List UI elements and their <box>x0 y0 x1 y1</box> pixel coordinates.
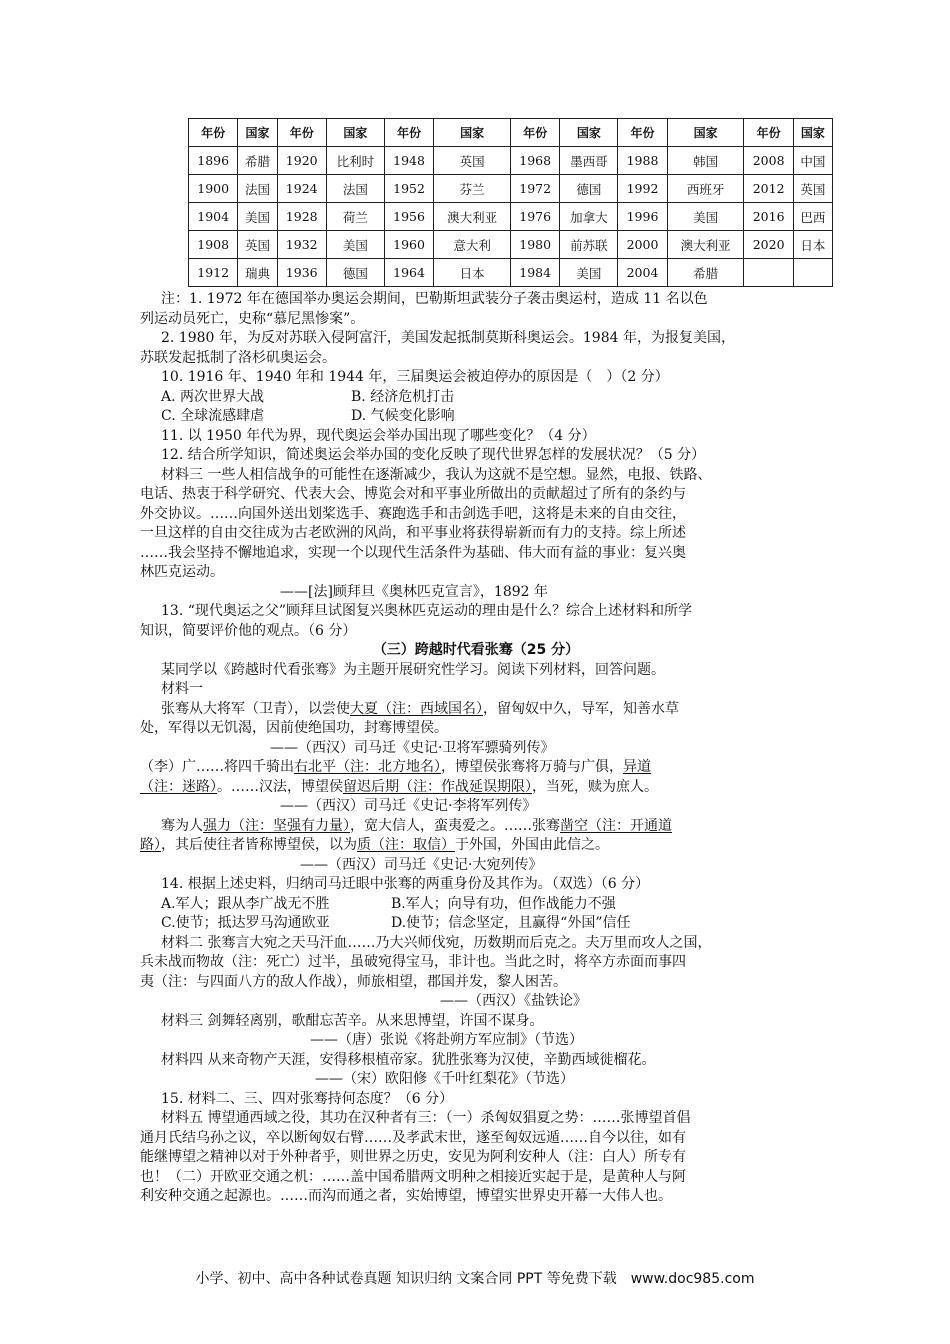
table-header: 年份 <box>384 119 433 147</box>
year-cell: 1920 <box>277 147 326 175</box>
material-1-source-2: ——（西汉）司马迁《史记·李将军列传》 <box>280 798 537 814</box>
table-header: 国家 <box>434 119 511 147</box>
text-run: ，宽大信人，蛮夷爱之。……张骞 <box>350 817 560 834</box>
question-11: 11. 以 1950 年代为界，现代奥运会举办国出现了哪些变化？（4 分） <box>161 427 596 444</box>
annotated-term: （注：迷路） <box>140 778 217 795</box>
country-cell <box>793 259 832 287</box>
material-4-line-1: 材料四 从来奇物产天涯，安得移根植帝家。犹胜张骞为汉使，辛勤西域徙榴花。 <box>161 1051 656 1068</box>
country-cell: 英国 <box>793 175 832 203</box>
annotated-term: 右北平（注：北方地名） <box>294 759 441 775</box>
year-cell: 1960 <box>384 231 433 259</box>
question-12: 12. 结合所学知识，简述奥运会举办国的变化反映了现代世界怎样的发展状况？（5 分） <box>161 447 706 463</box>
note-2-line-1: 2. 1980 年，为反对苏联入侵阿富汗，美国发起抵制莫斯科奥运会。1984 年，为报复美国， <box>161 330 735 346</box>
page-footer: 小学、初中、高中各种试卷真题 知识归纳 文案合同 PPT 等免费下载 www.doc985.com <box>195 1271 755 1287</box>
year-cell: 1980 <box>510 231 559 259</box>
question-14-options-row-2 <box>140 914 812 934</box>
table-header-row <box>189 119 833 147</box>
table-row <box>189 231 833 259</box>
table-header: 国家 <box>238 119 277 147</box>
year-cell: 1972 <box>510 175 559 203</box>
country-cell: 美国 <box>667 203 744 231</box>
country-cell: 日本 <box>434 259 511 287</box>
material-1-label: 材料一 <box>161 681 203 697</box>
year-cell: 1968 <box>510 147 559 175</box>
section-3-intro: 某同学以《跨越时代看张骞》为主题开展研究性学习。阅读下列材料，回答问题。 <box>161 661 665 678</box>
annotated-term: 凿空（注：开通道 <box>560 817 672 834</box>
year-cell: 1992 <box>618 175 667 203</box>
option-c: C. 全球流感肆虐 <box>161 408 265 424</box>
material-2-source: ——（西汉）《盐铁论》 <box>440 993 587 1009</box>
material-1-para-1-line-2: 处，军得以无饥渴，因前使绝国功，封骞博望侯。 <box>140 720 448 736</box>
country-cell: 美国 <box>560 259 618 287</box>
country-cell: 希腊 <box>667 259 744 287</box>
table-body <box>189 147 833 287</box>
country-cell: 瑞典 <box>238 259 277 287</box>
text-run: 骞为人 <box>161 817 203 834</box>
text-run: ，当死，赎为庶人。 <box>532 778 658 795</box>
material-3-source: ——[法]顾拜旦《奥林匹克宣言》，1892 年 <box>280 583 549 600</box>
country-cell: 芬兰 <box>434 175 511 203</box>
country-cell: 英国 <box>434 147 511 175</box>
table-header: 年份 <box>189 119 238 147</box>
material-1-source-3: ——（西汉）司马迁《史记·大宛列传》 <box>300 856 543 873</box>
country-cell: 法国 <box>238 175 277 203</box>
material-5-line-1: 材料五 博望通西域之役，其功在汉种者有三：（一）杀匈奴猖夏之势：……张博望首倡 <box>161 1110 691 1126</box>
table-row <box>189 147 833 175</box>
country-cell: 美国 <box>326 231 384 259</box>
table-header: 国家 <box>326 119 384 147</box>
year-cell: 1904 <box>189 203 238 231</box>
year-cell: 1952 <box>384 175 433 203</box>
country-cell: 韩国 <box>667 147 744 175</box>
text-run: 张骞从大将军（卫青），以尝使 <box>161 700 350 717</box>
question-14-options-row-1 <box>140 895 812 915</box>
country-cell: 意大利 <box>434 231 511 259</box>
year-cell: 1964 <box>384 259 433 287</box>
material-3-line-3: 外交协议。……向国外送出划桨选手、赛跑选手和击剑选手吧，这将是未来的自由交往， <box>140 505 686 522</box>
note-1-line-2: 列运动员死亡，史称“慕尼黑惨案”。 <box>140 310 365 327</box>
material-3-line-2: 电话、热衷于科学研究、代表大会、博览会对和平事业所做出的贡献超过了所有的条约与 <box>140 486 686 502</box>
country-cell: 前苏联 <box>560 231 618 259</box>
year-cell: 1908 <box>189 231 238 259</box>
material-1-source-1: ——（西汉）司马迁《史记·卫将军骠骑列传》 <box>270 739 555 756</box>
table-header: 国家 <box>560 119 618 147</box>
year-cell: 1900 <box>189 175 238 203</box>
material-1-para-3-line-2 <box>140 836 812 856</box>
text-run: 于外国，外国由此信之。 <box>455 837 609 853</box>
question-15: 15. 材料二、三、四对张骞持何态度？（6 分） <box>161 1090 454 1107</box>
table-header: 年份 <box>744 119 793 147</box>
question-13-line-1: 13. “现代奥运之父”顾拜旦试图复兴奥林匹克运动的理由是什么？综合上述材料和所学 <box>161 603 693 619</box>
country-cell: 加拿大 <box>560 203 618 231</box>
material-1-para-1-line-1 <box>140 700 812 720</box>
country-cell: 希腊 <box>238 147 277 175</box>
text-run: ，留匈奴中久，导军，知善水草 <box>483 700 679 717</box>
material-2-line-3: 夷（注：与四面八方的敌人作战），师旅相望，郡国并发，黎人困苦。 <box>140 973 567 990</box>
country-cell: 德国 <box>326 259 384 287</box>
country-cell: 澳大利亚 <box>434 203 511 231</box>
country-cell: 日本 <box>793 231 832 259</box>
year-cell: 2000 <box>618 231 667 259</box>
year-cell: 1928 <box>277 203 326 231</box>
material-3b-source: ——（唐）张说《将赴朔方军应制》（节选） <box>310 1032 583 1048</box>
country-cell: 荷兰 <box>326 203 384 231</box>
annotated-term: 异道 <box>623 759 651 775</box>
year-cell: 1984 <box>510 259 559 287</box>
option-b: B. 经济危机打击 <box>351 388 455 405</box>
material-5-line-5: 利安种交通之起源也。……而沟而通之者，实始博望，博望实世界史开幕一大伟人也。 <box>140 1188 672 1204</box>
material-3-line-5: ……我会坚持不懈地追求，实现一个以现代生活条件为基础、伟大而有益的事业：复兴奥 <box>140 544 686 561</box>
country-cell: 西班牙 <box>667 175 744 203</box>
text-run: 。……汉法，博望侯 <box>217 778 343 795</box>
question-14-stem: 14. 根据上述史料，归纳司马迁眼中张骞的两重身份及其作为。（双选）（6 分） <box>161 876 650 892</box>
year-cell: 1956 <box>384 203 433 231</box>
year-cell: 2008 <box>744 147 793 175</box>
material-3-line-4: 一旦这样的自由交往成为古老欧洲的风尚，和平事业将获得崭新而有力的支持。综上所述 <box>140 525 686 541</box>
year-cell: 2004 <box>618 259 667 287</box>
year-cell: 1936 <box>277 259 326 287</box>
material-4-source: ——（宋）欧阳修《千叶红梨花》（节选） <box>315 1071 574 1087</box>
question-10-stem: 10. 1916 年、1940 年和 1944 年，三届奥运会被迫停办的原因是（ ）（2 分） <box>161 369 669 385</box>
table-header: 国家 <box>793 119 832 147</box>
country-cell: 澳大利亚 <box>667 231 744 259</box>
table-header: 年份 <box>510 119 559 147</box>
table-header: 国家 <box>667 119 744 147</box>
country-cell: 中国 <box>793 147 832 175</box>
country-cell: 比利时 <box>326 147 384 175</box>
year-cell: 1912 <box>189 259 238 287</box>
year-cell: 2012 <box>744 175 793 203</box>
option-d: D.使节；信念坚定，且赢得“外国”信任 <box>391 915 631 931</box>
year-cell: 1988 <box>618 147 667 175</box>
material-5-line-2: 通月氏结乌孙之议，卒以断匈奴右臂……及孝武末世，遂至匈奴远遁……自今以往，如有 <box>140 1129 686 1146</box>
material-3b-line-1: 材料三 剑舞轻离别，歌酣忘苦辛。从来思博望，许国不谋身。 <box>161 1012 544 1029</box>
material-3-line-6: 林匹克运动。 <box>140 564 224 580</box>
country-cell: 法国 <box>326 175 384 203</box>
note-2-line-2: 苏联发起抵制了洛杉矶奥运会。 <box>140 349 336 366</box>
text-run: ，其后使往者皆称博望侯，以为 <box>161 837 357 853</box>
section-3-title: （三）跨越时代看张骞（25 分） <box>372 642 580 658</box>
year-cell: 1996 <box>618 203 667 231</box>
question-13-line-2: 知识，简要评价他的观点。（6 分） <box>140 622 357 639</box>
country-cell: 巴西 <box>793 203 832 231</box>
olympic-host-table <box>188 118 833 287</box>
country-cell: 墨西哥 <box>560 147 618 175</box>
table-header: 年份 <box>277 119 326 147</box>
year-cell: 1976 <box>510 203 559 231</box>
question-10-options-row-1 <box>140 388 812 408</box>
year-cell: 1896 <box>189 147 238 175</box>
exam-content <box>140 290 812 1207</box>
option-d: D. 气候变化影响 <box>351 408 455 424</box>
year-cell: 1932 <box>277 231 326 259</box>
option-a: A.军人；跟从李广战无不胜 <box>161 895 330 912</box>
option-c: C.使节；抵达罗马沟通欧亚 <box>161 915 330 931</box>
table-row <box>189 175 833 203</box>
year-cell: 2016 <box>744 203 793 231</box>
year-cell <box>744 259 793 287</box>
year-cell: 1948 <box>384 147 433 175</box>
text-run: ，博望侯张骞将万骑与广俱， <box>441 759 623 775</box>
material-1-para-3-line-1 <box>140 817 812 837</box>
option-a: A. 两次世界大战 <box>161 388 265 405</box>
table-row <box>189 259 833 287</box>
country-cell: 英国 <box>238 231 277 259</box>
question-10-options-row-2 <box>140 407 812 427</box>
material-1-para-2-line-1 <box>140 758 812 778</box>
table-row <box>189 203 833 231</box>
note-1-line-1: 注：1. 1972 年在德国举办奥运会期间，巴勒斯坦武装分子袭击奥运村，造成 11 名以色 <box>161 291 708 307</box>
annotated-term: 大夏（注：西域国名） <box>350 700 483 717</box>
material-2-line-2: 兵未战而物故（注：死亡）过半，虽破宛得宝马，非计也。当此之时，将卒方赤面而事四 <box>140 954 686 970</box>
annotated-term: 留迟后期（注：作战延误期限） <box>343 778 532 795</box>
material-2-line-1: 材料二 张骞言大宛之天马汗血……乃大兴师伐宛，历数期而后克之。夫万里而攻人之国， <box>161 934 712 951</box>
year-cell: 2020 <box>744 231 793 259</box>
material-1-para-2-line-2 <box>140 778 812 798</box>
material-5-line-3: 能继博望之精神以对于外种者乎，则世界之历史，安见为阿利安种人（注：白人）所专有 <box>140 1149 686 1165</box>
annotated-term: 强力（注：坚强有力量） <box>203 817 350 834</box>
material-5-line-4: 也！（二）开欧亚交通之机：……盖中国希腊两文明种之相接近实起于是，是黄种人与阿 <box>140 1168 686 1185</box>
table-header: 年份 <box>618 119 667 147</box>
year-cell: 1924 <box>277 175 326 203</box>
country-cell: 美国 <box>238 203 277 231</box>
annotated-term: 路） <box>140 837 161 853</box>
text-run: （李）广……将四千骑出 <box>140 759 294 775</box>
country-cell: 德国 <box>560 175 618 203</box>
annotated-term: 质（注：取信） <box>357 837 455 853</box>
option-b: B.军人；向导有功，但作战能力不强 <box>391 895 616 912</box>
material-3-line-1: 材料三 一些人相信战争的可能性在逐渐减少，我认为这就不是空想。显然，电报、铁路、 <box>161 466 712 483</box>
